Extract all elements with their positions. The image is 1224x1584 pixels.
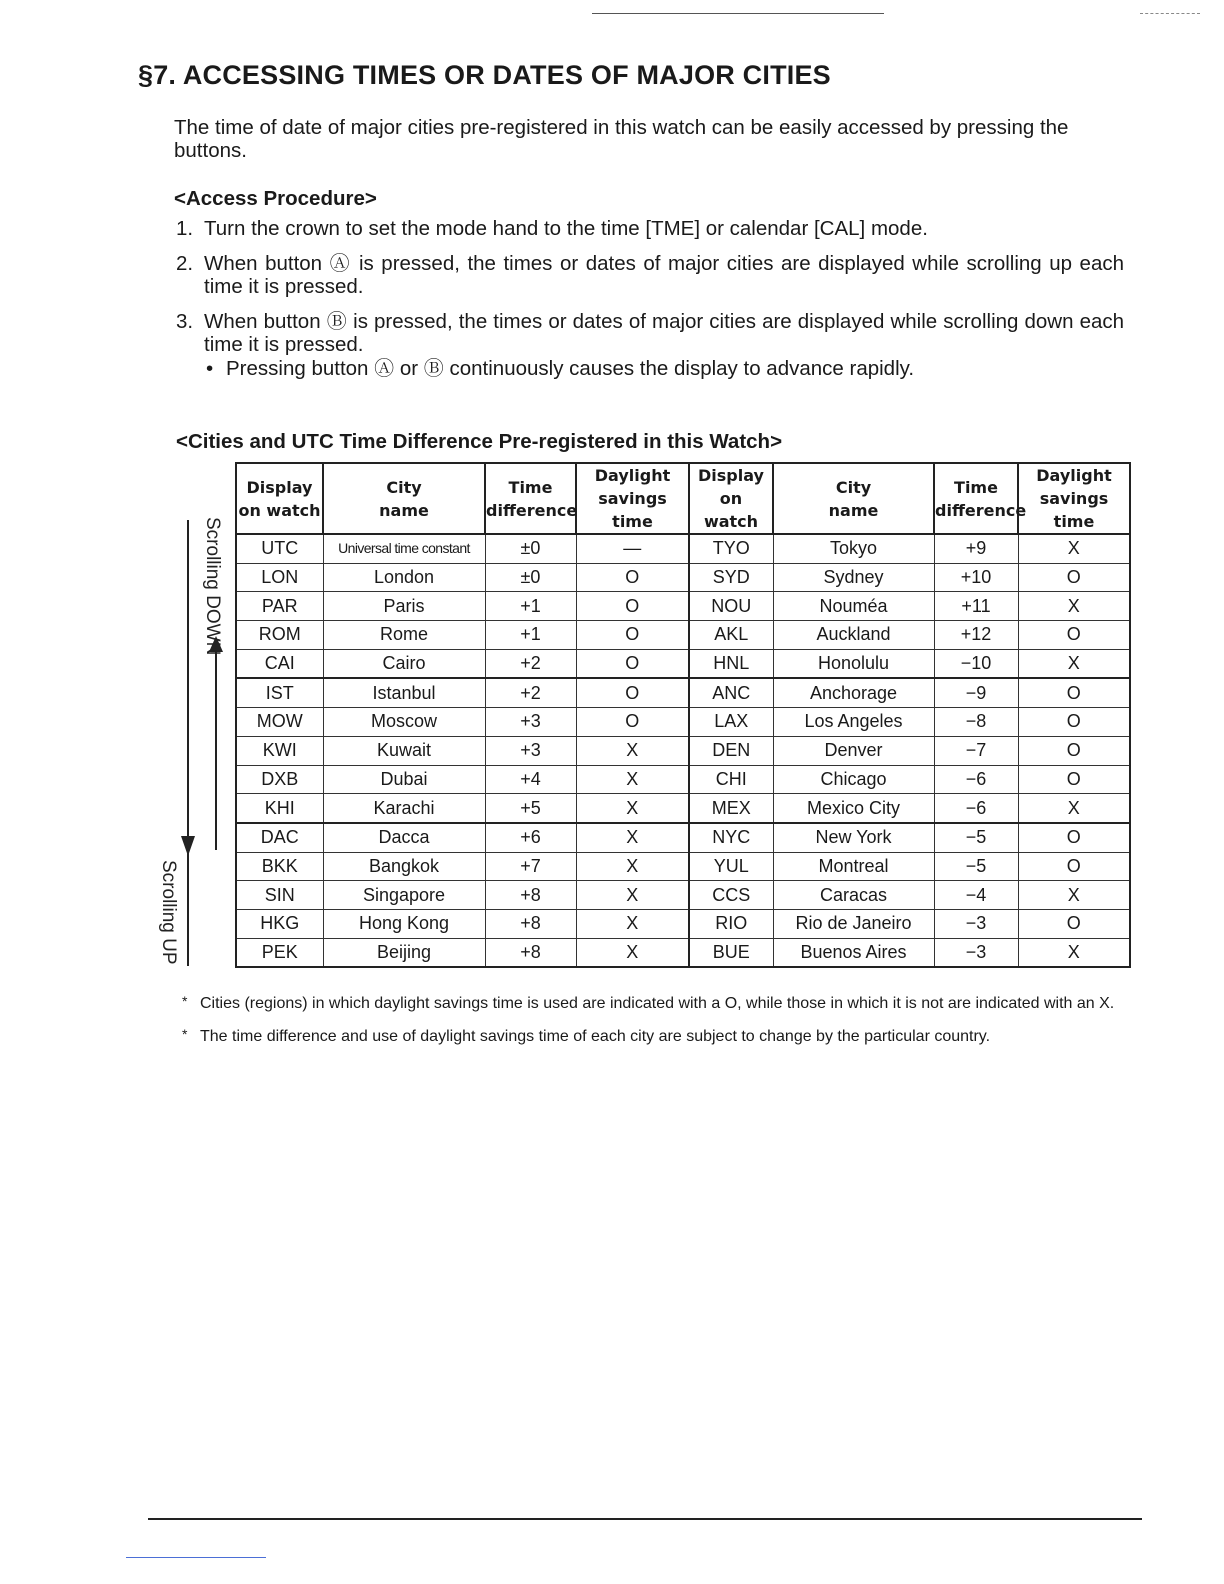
city-name: Dubai bbox=[323, 765, 485, 794]
daylight-savings: O bbox=[576, 708, 689, 737]
scroll-down-line bbox=[215, 644, 217, 850]
table-row bbox=[236, 765, 1130, 794]
step-text: Turn the crown to set the mode hand to the time [TME] or calendar [CAL] mode. bbox=[204, 217, 928, 240]
scrolling-down-label: Scrolling DOWN bbox=[202, 517, 223, 656]
time-difference: +1 bbox=[485, 592, 576, 621]
daylight-savings: X bbox=[576, 881, 689, 910]
time-difference: +1 bbox=[485, 621, 576, 650]
table-title: <Cities and UTC Time Difference Pre-registered in this Watch> bbox=[176, 430, 783, 453]
city-name: Nouméa bbox=[773, 592, 934, 621]
daylight-savings: X bbox=[576, 909, 689, 938]
time-difference: −5 bbox=[934, 823, 1018, 852]
footnote-text: Cities (regions) in which daylight savings time is used are indicated with a O, while those in which it is not are indicated with an X. bbox=[200, 995, 1115, 1012]
table-row bbox=[236, 881, 1130, 910]
display-code: ROM bbox=[236, 621, 323, 650]
display-code: TYO bbox=[689, 534, 773, 563]
display-code: KWI bbox=[236, 736, 323, 765]
daylight-savings: X bbox=[1018, 794, 1130, 823]
daylight-savings: X bbox=[1018, 592, 1130, 621]
time-difference: +3 bbox=[485, 736, 576, 765]
table-row bbox=[236, 852, 1130, 881]
step-text: is pressed, the times or dates of major cities are displayed while scrolling up each time it is pressed. bbox=[204, 252, 1125, 298]
display-code: PAR bbox=[236, 592, 323, 621]
display-code: DXB bbox=[236, 765, 323, 794]
time-difference: −5 bbox=[934, 852, 1018, 881]
button-b-icon: Ⓑ bbox=[326, 309, 348, 333]
city-name: Anchorage bbox=[773, 678, 934, 707]
step-text: is pressed, the times or dates of major cities are displayed while scrolling down each time it is pressed. bbox=[204, 310, 1125, 356]
footnotes bbox=[180, 993, 1135, 1059]
display-code: MEX bbox=[689, 794, 773, 823]
city-name: Singapore bbox=[323, 881, 485, 910]
daylight-savings: O bbox=[1018, 909, 1130, 938]
top-rule bbox=[592, 13, 884, 14]
step-text: When button bbox=[204, 310, 321, 333]
city-name: Honolulu bbox=[773, 649, 934, 678]
time-difference: +2 bbox=[485, 649, 576, 678]
daylight-savings: X bbox=[576, 823, 689, 852]
daylight-savings: X bbox=[576, 794, 689, 823]
bullet-icon: • bbox=[206, 357, 214, 380]
display-code: LAX bbox=[689, 708, 773, 737]
asterisk-icon: * bbox=[182, 993, 188, 1009]
procedure-step bbox=[174, 217, 1124, 240]
daylight-savings: X bbox=[1018, 881, 1130, 910]
time-difference: +5 bbox=[485, 794, 576, 823]
display-code: CAI bbox=[236, 649, 323, 678]
display-code: DEN bbox=[689, 736, 773, 765]
table-row bbox=[236, 678, 1130, 707]
city-name: Cairo bbox=[323, 649, 485, 678]
step-text: When button bbox=[204, 252, 323, 275]
table-row bbox=[236, 592, 1130, 621]
daylight-savings: O bbox=[1018, 621, 1130, 650]
procedure-step bbox=[174, 310, 1124, 380]
daylight-savings: X bbox=[576, 736, 689, 765]
cities-table bbox=[235, 462, 1131, 968]
button-a-icon: Ⓐ bbox=[329, 251, 352, 275]
button-a-icon: Ⓐ bbox=[374, 356, 395, 380]
time-difference: −10 bbox=[934, 649, 1018, 678]
table-row bbox=[236, 736, 1130, 765]
daylight-savings: — bbox=[576, 534, 689, 563]
daylight-savings: X bbox=[1018, 534, 1130, 563]
time-difference: +8 bbox=[485, 909, 576, 938]
scrolling-up-label: Scrolling UP bbox=[158, 860, 179, 965]
daylight-savings: X bbox=[576, 938, 689, 967]
daylight-savings: O bbox=[1018, 765, 1130, 794]
city-name: Dacca bbox=[323, 823, 485, 852]
table-row bbox=[236, 621, 1130, 650]
daylight-savings: X bbox=[576, 852, 689, 881]
time-difference: ±0 bbox=[485, 563, 576, 592]
bullet-text: Pressing button bbox=[226, 357, 369, 380]
time-difference: −3 bbox=[934, 909, 1018, 938]
city-name: Beijing bbox=[323, 938, 485, 967]
display-code: DAC bbox=[236, 823, 323, 852]
time-difference: −9 bbox=[934, 678, 1018, 707]
arrow-down-icon bbox=[181, 836, 195, 856]
procedure-steps bbox=[174, 217, 1124, 392]
city-name: Hong Kong bbox=[323, 909, 485, 938]
daylight-savings: X bbox=[576, 765, 689, 794]
asterisk-icon: * bbox=[182, 1026, 188, 1042]
header-city: City name bbox=[773, 463, 934, 534]
display-code: MOW bbox=[236, 708, 323, 737]
city-name: Moscow bbox=[323, 708, 485, 737]
header-city: City name bbox=[323, 463, 485, 534]
city-name: Kuwait bbox=[323, 736, 485, 765]
city-name: Chicago bbox=[773, 765, 934, 794]
time-difference: +12 bbox=[934, 621, 1018, 650]
city-name: Universal time constant bbox=[323, 534, 485, 563]
time-difference: −7 bbox=[934, 736, 1018, 765]
time-difference: −4 bbox=[934, 881, 1018, 910]
daylight-savings: O bbox=[1018, 708, 1130, 737]
table-header-row bbox=[236, 463, 1130, 534]
time-difference: +2 bbox=[485, 678, 576, 707]
header-daylight-savings: Daylight savings time bbox=[1018, 463, 1130, 534]
city-name: Karachi bbox=[323, 794, 485, 823]
footnote bbox=[180, 993, 1135, 1014]
display-code: ANC bbox=[689, 678, 773, 707]
time-difference: +3 bbox=[485, 708, 576, 737]
city-name: Caracas bbox=[773, 881, 934, 910]
step-number: 3. bbox=[176, 310, 194, 333]
time-difference: +10 bbox=[934, 563, 1018, 592]
display-code: BKK bbox=[236, 852, 323, 881]
display-code: PEK bbox=[236, 938, 323, 967]
city-name: Rio de Janeiro bbox=[773, 909, 934, 938]
table-row bbox=[236, 649, 1130, 678]
display-code: NOU bbox=[689, 592, 773, 621]
bottom-link-line bbox=[126, 1557, 266, 1558]
table-row bbox=[236, 938, 1130, 967]
display-code: UTC bbox=[236, 534, 323, 563]
time-difference: −6 bbox=[934, 765, 1018, 794]
time-difference: −8 bbox=[934, 708, 1018, 737]
city-name: London bbox=[323, 563, 485, 592]
bullet-text: continuously causes the display to advance rapidly. bbox=[449, 357, 915, 380]
daylight-savings: O bbox=[576, 592, 689, 621]
daylight-savings: X bbox=[1018, 938, 1130, 967]
scroll-up-line bbox=[187, 520, 189, 966]
time-difference: +11 bbox=[934, 592, 1018, 621]
table-row bbox=[236, 534, 1130, 563]
daylight-savings: O bbox=[576, 678, 689, 707]
city-name: Tokyo bbox=[773, 534, 934, 563]
city-name: Istanbul bbox=[323, 678, 485, 707]
daylight-savings: O bbox=[1018, 736, 1130, 765]
header-display: Display on watch bbox=[236, 463, 323, 534]
intro-paragraph: The time of date of major cities pre-registered in this watch can be easily accessed by pressing the buttons. bbox=[174, 116, 1069, 162]
display-code: RIO bbox=[689, 909, 773, 938]
header-time-difference: Time difference bbox=[485, 463, 576, 534]
top-rule-right bbox=[1140, 13, 1200, 14]
city-name: Rome bbox=[323, 621, 485, 650]
table-row bbox=[236, 823, 1130, 852]
header-daylight-savings: Daylight savings time bbox=[576, 463, 689, 534]
display-code: SYD bbox=[689, 563, 773, 592]
display-code: IST bbox=[236, 678, 323, 707]
time-difference: +8 bbox=[485, 938, 576, 967]
time-difference: −3 bbox=[934, 938, 1018, 967]
display-code: NYC bbox=[689, 823, 773, 852]
daylight-savings: X bbox=[1018, 649, 1130, 678]
city-name: Los Angeles bbox=[773, 708, 934, 737]
time-difference: −6 bbox=[934, 794, 1018, 823]
display-code: SIN bbox=[236, 881, 323, 910]
display-code: LON bbox=[236, 563, 323, 592]
button-b-icon: Ⓑ bbox=[423, 356, 444, 380]
step-number: 2. bbox=[176, 252, 194, 275]
daylight-savings: O bbox=[576, 621, 689, 650]
time-difference: ±0 bbox=[485, 534, 576, 563]
step-number: 1. bbox=[176, 217, 194, 240]
daylight-savings: O bbox=[576, 649, 689, 678]
daylight-savings: O bbox=[1018, 563, 1130, 592]
table-row bbox=[236, 563, 1130, 592]
header-time-difference: Time difference bbox=[934, 463, 1018, 534]
city-name: Mexico City bbox=[773, 794, 934, 823]
bullet-text: or bbox=[399, 357, 419, 380]
procedure-title: <Access Procedure> bbox=[174, 187, 377, 210]
table-row bbox=[236, 794, 1130, 823]
section-title: §7. ACCESSING TIMES OR DATES OF MAJOR CITIES bbox=[138, 60, 831, 90]
city-name: New York bbox=[773, 823, 934, 852]
header-display: Display on watch bbox=[689, 463, 773, 534]
footnote bbox=[180, 1026, 1135, 1047]
display-code: CCS bbox=[689, 881, 773, 910]
display-code: HKG bbox=[236, 909, 323, 938]
display-code: KHI bbox=[236, 794, 323, 823]
time-difference: +8 bbox=[485, 881, 576, 910]
time-difference: +6 bbox=[485, 823, 576, 852]
display-code: CHI bbox=[689, 765, 773, 794]
daylight-savings: O bbox=[1018, 823, 1130, 852]
city-name: Buenos Aires bbox=[773, 938, 934, 967]
bottom-rule bbox=[148, 1518, 1142, 1520]
city-name: Montreal bbox=[773, 852, 934, 881]
time-difference: +4 bbox=[485, 765, 576, 794]
display-code: YUL bbox=[689, 852, 773, 881]
city-name: Auckland bbox=[773, 621, 934, 650]
time-difference: +7 bbox=[485, 852, 576, 881]
city-name: Bangkok bbox=[323, 852, 485, 881]
display-code: HNL bbox=[689, 649, 773, 678]
table-row bbox=[236, 909, 1130, 938]
display-code: BUE bbox=[689, 938, 773, 967]
procedure-step bbox=[174, 252, 1124, 298]
time-difference: +9 bbox=[934, 534, 1018, 563]
city-name: Denver bbox=[773, 736, 934, 765]
city-name: Sydney bbox=[773, 563, 934, 592]
daylight-savings: O bbox=[1018, 852, 1130, 881]
footnote-text: The time difference and use of daylight savings time of each city are subject to change by the particular country. bbox=[200, 1028, 991, 1045]
table-row bbox=[236, 708, 1130, 737]
daylight-savings: O bbox=[576, 563, 689, 592]
display-code: AKL bbox=[689, 621, 773, 650]
city-name: Paris bbox=[323, 592, 485, 621]
daylight-savings: O bbox=[1018, 678, 1130, 707]
bullet-note bbox=[204, 357, 1124, 380]
